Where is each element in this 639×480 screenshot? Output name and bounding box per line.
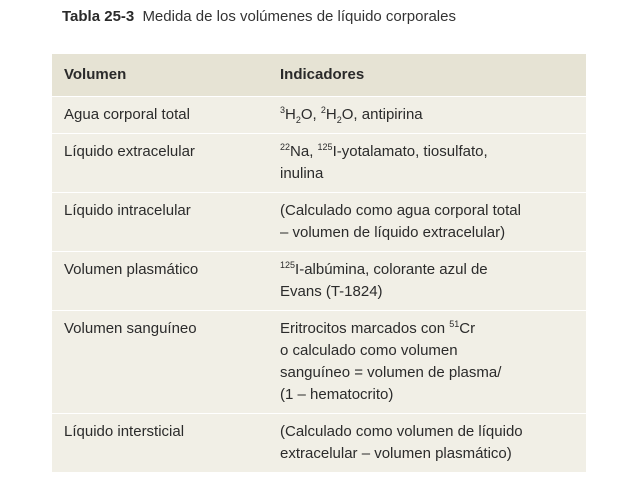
volume-cell: Volumen sanguíneo [52,311,280,414]
subscript: 2 [336,115,342,125]
volume-cell: Líquido intersticial [52,414,280,473]
isotope-mass: 125 [280,260,296,270]
header-volumen: Volumen [52,54,280,97]
subscript: 2 [295,115,301,125]
volume-cell: Líquido intracelular [52,193,280,252]
volume-cell: Agua corporal total [52,97,280,134]
indicator-line [280,259,578,281]
indicator-line: Evans (T-1824) [280,283,383,300]
volumes-table [52,54,586,472]
table-row [52,311,586,414]
indicator-text: I-albúmina, colorante azul de [295,261,488,278]
isotope-mass: 51 [449,319,460,329]
indicator-line: o calculado como volumen [280,342,458,359]
table-row [52,97,586,134]
indicators-cell [280,414,586,473]
isotope-mass: 3 [280,105,286,115]
indicator-text: O, antipirina [341,106,423,123]
indicators-cell [280,97,586,134]
table-row [52,193,586,252]
indicator-line: (1 – hematocrito) [280,386,394,403]
indicator-text: H [285,106,296,123]
isotope-mass: 125 [317,142,333,152]
indicator-line [280,318,578,340]
table-caption [62,8,456,25]
table-row [52,414,586,473]
volume-cell: Volumen plasmático [52,252,280,311]
indicator-line: (Calculado como agua corporal total [280,202,521,219]
header-indicadores: Indicadores [280,54,586,97]
indicator-line [280,141,578,163]
indicator-text: O, [300,106,321,123]
indicator-line: inulina [280,165,324,182]
indicators-cell [280,311,586,414]
indicator-text: Cr [459,320,476,337]
indicators-cell [280,193,586,252]
isotope-mass: 22 [280,142,291,152]
table-title: Medida de los volúmenes de líquido corporales [142,8,456,25]
indicator-text: I-yotalamato, tiosulfato, [332,143,488,160]
table-row [52,252,586,311]
table-number: Tabla 25-3 [62,8,135,25]
indicator-line: sanguíneo = volumen de plasma/ [280,364,502,381]
indicators-cell [280,252,586,311]
indicator-line: extracelular – volumen plasmático) [280,445,512,462]
table-header-row [52,54,586,97]
indicator-text: Na, [290,143,318,160]
indicator-text: H [325,106,337,123]
volume-cell: Líquido extracelular [52,134,280,193]
isotope-mass: 2 [320,105,326,115]
table-row [52,134,586,193]
indicator-text: Eritrocitos marcados con [280,320,450,337]
indicators-cell [280,134,586,193]
indicator-line: (Calculado como volumen de líquido [280,423,523,440]
indicator-line: – volumen de líquido extracelular) [280,224,506,241]
